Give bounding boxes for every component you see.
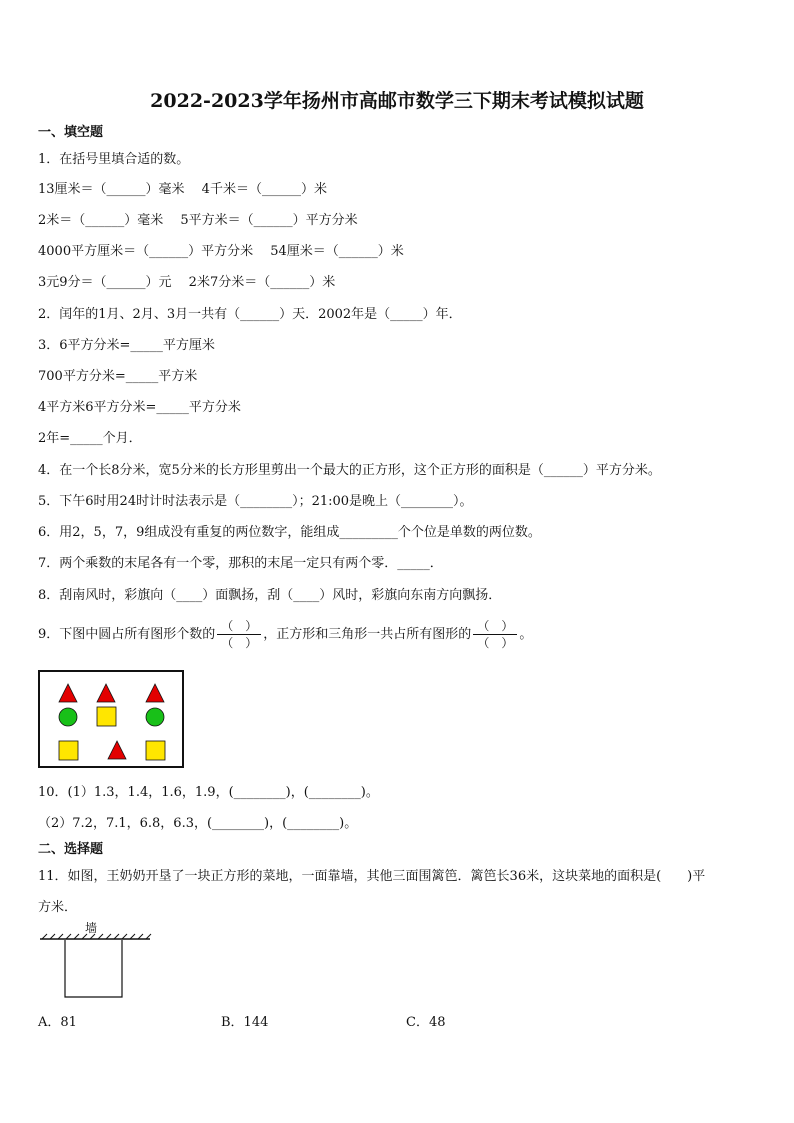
fraction-numerator: （ ） (217, 618, 261, 635)
triangle-shape (146, 684, 164, 702)
question-3-line-1: 3．6平方分米=_____平方厘米 (38, 338, 215, 353)
circle-shape (59, 708, 77, 726)
question-1-line-1: 13厘米＝（______）毫米 4千米＝（______）米 (38, 182, 327, 197)
shapes-svg (38, 670, 184, 768)
wall-garden-figure (38, 918, 158, 1000)
question-11-line-2: 方米． (38, 900, 78, 915)
fence-outline (65, 940, 122, 997)
fraction-denominator: （ ） (221, 636, 258, 650)
question-3-line-2: 700平方分米=_____平方米 (38, 369, 198, 384)
option-b[interactable]: B．144 (221, 1015, 269, 1030)
question-9-part-1: 9．下图中圆占所有图形个数的 (38, 627, 216, 642)
square-shape (97, 707, 116, 726)
question-1-line-4: 3元9分＝（______）元 2米7分米＝（______）米 (38, 275, 336, 290)
question-8: 8．刮南风时，彩旗向（____）面飘扬，刮（____）风时，彩旗向东南方向飘扬． (38, 588, 502, 603)
triangle-shape (108, 741, 126, 759)
question-5: 5．下午6时用24时计时法表示是（________）；21:00是晚上（________）。 (38, 494, 473, 509)
circle-shape (146, 708, 164, 726)
fraction-blank-squares-triangles (473, 618, 517, 651)
page-title: 2022-2023学年扬州市高邮市数学三下期末考试模拟试题 (150, 90, 644, 112)
section-heading-fill-in: 一、填空题 (38, 125, 104, 140)
question-9 (38, 618, 532, 651)
square-shape (59, 741, 78, 760)
fraction-numerator: （ ） (473, 618, 517, 635)
question-7: 7．两个乘数的末尾各有一个零，那积的末尾一定只有两个零．_____． (38, 556, 443, 571)
option-c[interactable]: C．48 (406, 1015, 446, 1030)
question-1-line-3: 4000平方厘米＝（______）平方分米 54厘米＝（______）米 (38, 244, 404, 259)
question-9-part-3: 。 (519, 627, 533, 642)
question-1-stem: 1．在括号里填合适的数。 (38, 152, 190, 167)
wall-garden-svg (38, 918, 158, 1000)
fraction-denominator: （ ） (477, 636, 514, 650)
question-9-part-2: ，正方形和三角形一共占所有图形的 (263, 627, 472, 642)
question-2: 2．闰年的1月、2月、3月一共有（______）天．2002年是（_____）年． (38, 307, 462, 322)
triangle-shape (59, 684, 77, 702)
shapes-figure (38, 670, 184, 768)
question-11-line-1: 11．如图，王奶奶开垦了一块正方形的菜地，一面靠墙，其他三面围篱笆．篱笆长36米，这块菜地的面积是( )平 (38, 869, 706, 884)
square-shape (146, 741, 165, 760)
triangle-shape (97, 684, 115, 702)
question-3-line-4: 2年=_____个月． (38, 431, 142, 446)
wall-label: 墙 (85, 921, 98, 935)
question-1-line-2: 2米＝（______）毫米 5平方米＝（______）平方分米 (38, 213, 358, 228)
fraction-blank-circles (217, 618, 261, 651)
question-6: 6．用2，5，7，9组成没有重复的两位数字，能组成_________个个位是单数的两位数。 (38, 525, 541, 540)
section-heading-multiple-choice: 二、选择题 (38, 842, 104, 857)
question-4: 4．在一个长8分米，宽5分米的长方形里剪出一个最大的正方形，这个正方形的面积是（______）平方分米。 (38, 463, 661, 478)
question-10-line-1: 10．(1）1.3，1.4，1.6，1.9，(________)，(________)。 (38, 785, 379, 800)
question-10-line-2: （2）7.2，7.1，6.8，6.3，(________)，(________)。 (38, 816, 358, 831)
question-3-line-3: 4平方米6平方分米=_____平方分米 (38, 400, 241, 415)
option-a[interactable]: A．81 (38, 1015, 77, 1030)
